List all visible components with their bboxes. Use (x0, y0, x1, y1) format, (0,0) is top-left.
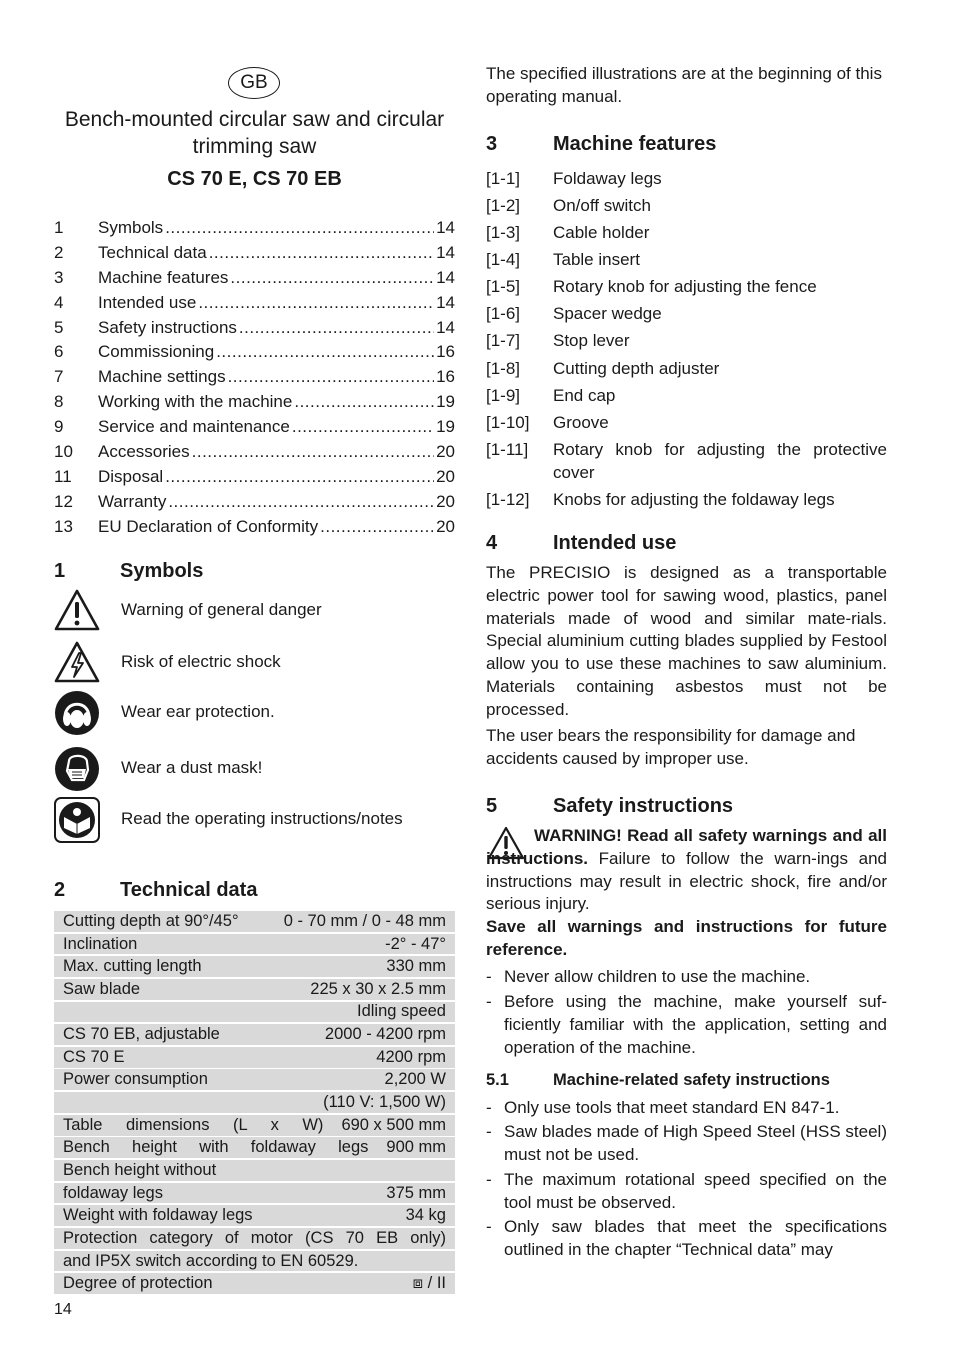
table-row: Table dimensions (L x W) 690 x 500 mm (54, 1115, 455, 1136)
list-item: - Before using the machine, make yourself suf-ficiently familiar with the application, setting and operation of the machine. (486, 992, 887, 1057)
list-item: [1-5] Rotary knob for adjusting the fence (486, 277, 817, 296)
table-row: CS 70 EB, adjustable 2000 - 4200 rpm (54, 1024, 455, 1045)
safety-warning: WARNING! Read all safety warnings and all instructions. Failure to follow the warn-ings and instructions may result in electric shock, fire and/or serious injury. (486, 826, 887, 914)
list-item: [1-12] Knobs for adjusting the foldaway legs (486, 490, 835, 509)
list-item: [1-10] Groove (486, 413, 609, 432)
technical-data-table (54, 911, 455, 1296)
table-row: Degree of protection ⧈ / II (54, 1273, 455, 1294)
table-row: Idling speed (54, 1002, 455, 1023)
save-instructions-note: Save all warnings and instructions for future reference. (486, 917, 887, 959)
toc-row[interactable]: 11 Disposal ..... 20 (54, 465, 455, 490)
intended-use-paragraph: The PRECISIO is designed as a transportable electric power tool for sawing wood, plastics, panel materials made of wood and similar mate-rials. Special aluminium cutting blades supplied by Festool allow you to use these machines to saw aluminium. Materials containing asbestos must not be processed. (486, 563, 887, 719)
electric-shock-icon (54, 640, 100, 686)
table-of-contents (54, 216, 455, 540)
section-heading-intended-use: 4 Intended use (486, 532, 677, 554)
toc-row[interactable]: 12 Warranty ..... 20 (54, 490, 455, 515)
toc-row[interactable]: 1 Symbols ..... 14 (54, 216, 455, 241)
table-row: Bench height with foldaway legs 900 mm (54, 1137, 455, 1158)
intro-text: The specified illustrations are at the beginning of this operating manual. (486, 64, 882, 106)
intended-use-responsibility: The user bears the responsibility for damage and accidents caused by improper use. (486, 726, 856, 768)
page-number: 14 (54, 1301, 72, 1318)
table-row: Saw blade 225 x 30 x 2.5 mm (54, 979, 455, 1000)
toc-row[interactable]: 2 Technical data ..... 14 (54, 241, 455, 266)
list-item: - Saw blades made of High Speed Steel (HSS steel) must not be used. (486, 1122, 887, 1164)
table-row: Inclination -2° - 47° (54, 934, 455, 955)
list-item: - Only use tools that meet standard EN 847-1. (486, 1098, 840, 1117)
symbol-row: Warning of general danger (54, 588, 455, 634)
table-row: (110 V: 1,500 W) (54, 1092, 455, 1113)
list-item: - Only saw blades that meet the specifications outlined in the chapter “Technical data” may (486, 1217, 887, 1259)
toc-row[interactable]: 4 Intended use ..... 14 (54, 291, 455, 316)
list-item: [1-6] Spacer wedge (486, 304, 662, 323)
warning-triangle-icon (54, 588, 100, 634)
toc-row[interactable]: 8 Working with the machine ..... 19 (54, 390, 455, 415)
table-row: Power consumption 2,200 W (54, 1069, 455, 1090)
list-item: [1-3] Cable holder (486, 223, 650, 242)
symbol-row: Wear ear protection. (54, 690, 455, 736)
language-badge: GB (228, 67, 280, 99)
model-title: CS 70 E, CS 70 EB (167, 168, 342, 190)
list-item: [1-1] Foldaway legs (486, 169, 662, 188)
toc-row[interactable]: 6 Commissioning ..... 16 (54, 340, 455, 365)
symbol-row: Read the operating instructions/notes (54, 797, 455, 843)
list-item: [1-9] End cap (486, 386, 616, 405)
list-item: - Never allow children to use the machine. (486, 967, 811, 986)
table-row: Max. cutting length 330 mm (54, 956, 455, 977)
list-item: - The maximum rotational speed specified on the tool must be observed. (486, 1170, 887, 1212)
toc-row[interactable]: 5 Safety instructions ..... 14 (54, 316, 455, 341)
dust-mask-icon (54, 746, 100, 792)
table-row: Cutting depth at 90°/45° 0 - 70 mm / 0 - 48 mm (54, 911, 455, 932)
list-item: [1-8] Cutting depth adjuster (486, 359, 720, 378)
section-heading-symbols: 1 Symbols (54, 560, 204, 582)
subsection-heading-machine-safety: 5.1 Machine-related safety instructions (486, 1071, 830, 1089)
symbol-row: Risk of electric shock (54, 640, 455, 686)
toc-row[interactable]: 9 Service and maintenance ..... 19 (54, 415, 455, 440)
section-heading-technical-data: 2 Technical data (54, 879, 258, 901)
list-item: [1-7] Stop lever (486, 331, 630, 350)
list-item: [1-2] On/off switch (486, 196, 651, 215)
ear-protection-icon (54, 690, 100, 736)
toc-row[interactable]: 13 EU Declaration of Conformity ..... 20 (54, 515, 455, 540)
table-row: and IP5X switch according to EN 60529. (54, 1251, 455, 1272)
table-row: Weight with foldaway legs 34 kg (54, 1205, 455, 1226)
section-heading-safety-instructions: 5 Safety instructions (486, 795, 734, 817)
document-title: Bench-mounted circular saw and circular trimming saw (64, 108, 445, 158)
table-row: CS 70 E 4200 rpm (54, 1047, 455, 1068)
table-row: Bench height without (54, 1160, 455, 1181)
list-item: [1-4] Table insert (486, 250, 640, 269)
table-row: foldaway legs 375 mm (54, 1183, 455, 1204)
symbol-row: Wear a dust mask! (54, 746, 455, 792)
table-row: Protection category of motor (CS 70 EB only) (54, 1228, 455, 1249)
toc-row[interactable]: 3 Machine features ..... 14 (54, 266, 455, 291)
read-manual-icon (54, 797, 100, 843)
toc-row[interactable]: 10 Accessories ..... 20 (54, 440, 455, 465)
list-item: [1-11] Rotary knob for adjusting the protective cover (486, 440, 887, 482)
section-heading-machine-features: 3 Machine features (486, 133, 717, 155)
toc-row[interactable]: 7 Machine settings ..... 16 (54, 365, 455, 390)
